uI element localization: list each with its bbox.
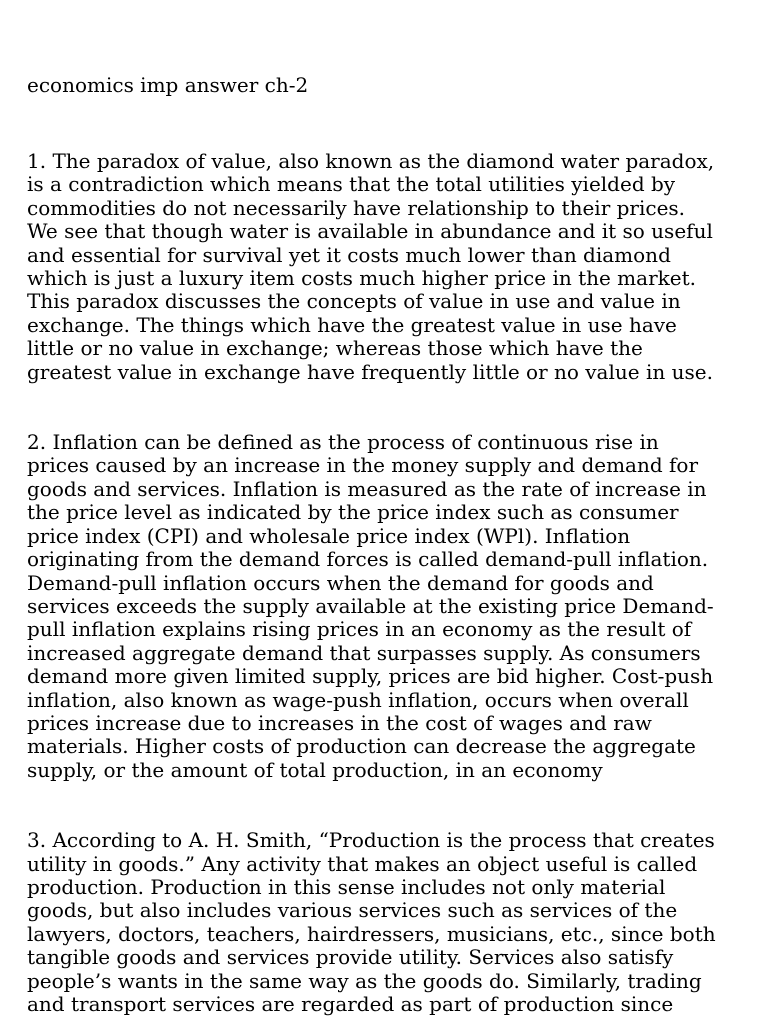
answer-paragraph-2: 2. Inflation can be defined as the process of continuous rise in prices caused by an increase in the money supply and demand for goods and services. Inflation is measured as the rate of increase in the price level as indicated by the price index such as consumer price index (CPI) and wholesale price index (WPl). Inflation originating from the demand forces is called demand-pull inflation. Demand-pull inflation occurs when the demand for goods and services exceeds the supply available at the existing price Demand- pull inflation explains rising prices in an economy as the result of increased aggregate demand that surpasses supply. As consumers demand more given limited supply, prices are bid higher. Cost-push inflation, also known as wage-push inflation, occurs when overall prices increase due to increases in the cost of wages and raw materials. Higher costs of production can decrease the aggregate supply, or the amount of total production, in an economy [27, 430, 714, 782]
answer-paragraph-3: 3. According to A. H. Smith, “Production is the process that creates utility in goods.” Any activity that makes an object useful is called production. Production in this sense includes not only material goods, but also includes various services such as services of the lawyers, doctors, teachers, hairdressers, musicians, etc., since both tangible goods and services provide utility. Services also satisfy people’s wants in the same way as the goods do. Similarly, trading and transport services are regarded as part of production since [27, 828, 716, 1016]
answer-paragraph-1: 1. The paradox of value, also known as the diamond water paradox, is a contradiction which means that the total utilities yielded by commodities do not necessarily have relationship to their prices. We see that though water is available in abundance and it so useful and essential for survival yet it costs much lower than diamond which is just a luxury item costs much higher price in the market. This paradox discusses the concepts of value in use and value in exchange. The things which have the greatest value in use have little or no value in exchange; whereas those which have the greatest value in exchange have frequently little or no value in use. [27, 149, 715, 384]
document-title: economics imp answer ch-2 [27, 73, 309, 97]
